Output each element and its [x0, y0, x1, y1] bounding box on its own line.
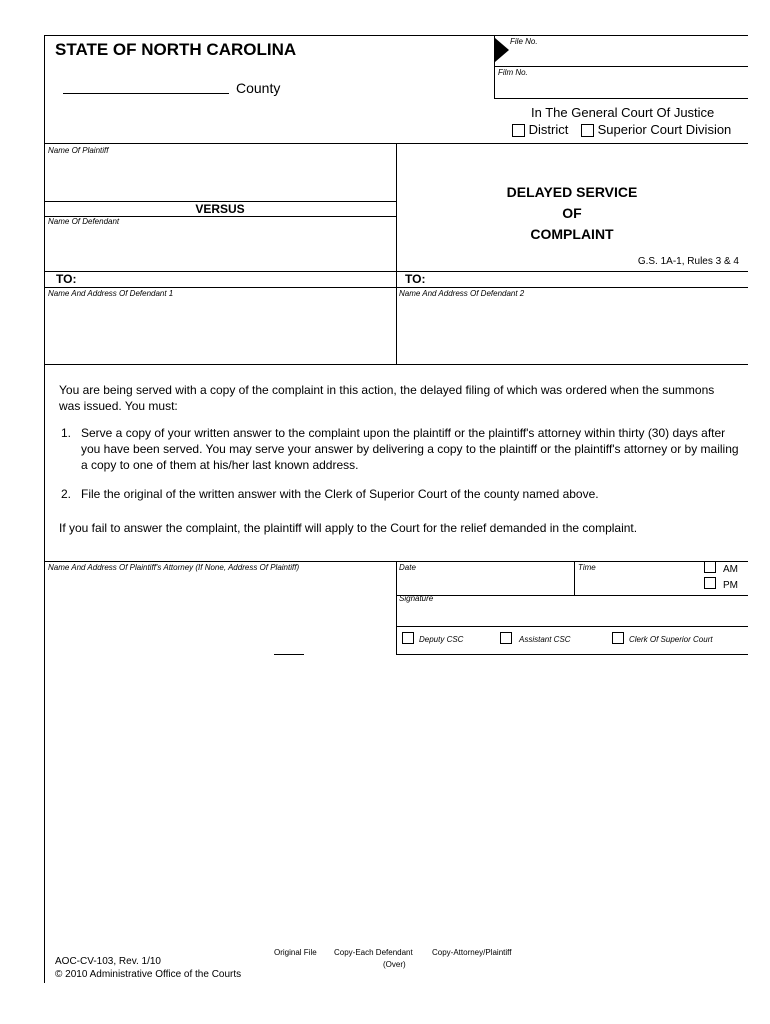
signature-label: Signature: [399, 594, 434, 603]
district-checkbox[interactable]: [512, 124, 525, 137]
plaintiff-field[interactable]: [48, 158, 392, 198]
parties-mid-divider: [396, 143, 397, 364]
left-border: [44, 35, 45, 983]
file-no-divider: [494, 66, 748, 67]
state-title: STATE OF NORTH CAROLINA: [55, 40, 297, 59]
statute-reference: G.S. 1A-1, Rules 3 & 4: [637, 256, 739, 267]
file-no-top-line: [494, 35, 748, 36]
assistant-csc-checkbox[interactable]: [500, 632, 512, 644]
superior-option[interactable]: [581, 122, 731, 137]
versus-label: VERSUS: [195, 202, 245, 216]
defendant-field[interactable]: [48, 228, 392, 268]
attorney-label: Name And Address Of Plaintiff's Attorney (If None, Address Of Plaintiff): [48, 563, 300, 572]
defendant2-address-label: Name And Address Of Defendant 2: [399, 289, 525, 298]
deputy-csc-checkbox[interactable]: [402, 632, 414, 644]
form-title-line2: OF: [562, 205, 582, 221]
date-row-bottom: [396, 595, 748, 596]
form-title-line1: DELAYED SERVICE: [506, 184, 638, 200]
form-title-line3: COMPLAINT: [530, 226, 614, 242]
distribution-defendant: Copy-Each Defendant: [334, 948, 413, 957]
attorney-field[interactable]: [48, 574, 392, 650]
file-arrow-icon: [495, 38, 509, 62]
defendant1-address-label: Name And Address Of Defendant 1: [48, 289, 174, 298]
film-no-label: Film No.: [498, 68, 528, 77]
deputy-csc-label: Deputy CSC: [419, 635, 464, 644]
plaintiff-label: Name Of Plaintiff: [48, 146, 109, 155]
to-section-bottom: [44, 364, 748, 365]
assistant-csc-label: Assistant CSC: [519, 635, 571, 644]
date-time-divider: [574, 561, 575, 595]
signature-field[interactable]: [399, 605, 744, 625]
county-input-line[interactable]: [63, 93, 229, 94]
signature-row-bottom: [396, 626, 748, 627]
distribution-attorney: Copy-Attorney/Plaintiff: [432, 948, 512, 957]
date-field[interactable]: [399, 574, 571, 592]
to-label-2: TO:: [405, 272, 426, 286]
defendant2-address-field[interactable]: [399, 300, 744, 360]
pm-checkbox[interactable]: [704, 577, 716, 589]
clerk-superior-label: Clerk Of Superior Court: [629, 635, 713, 644]
to-label-1: TO:: [56, 272, 77, 286]
district-option[interactable]: [512, 122, 568, 137]
district-label: District: [528, 122, 569, 137]
time-label: Time: [578, 563, 596, 572]
to-top-line: [44, 271, 748, 272]
signature-block-divider: [396, 561, 397, 654]
date-label: Date: [399, 563, 416, 572]
film-no-bottom: [494, 98, 748, 99]
film-no-field[interactable]: [498, 78, 746, 96]
form-title: [472, 182, 672, 245]
defendant1-address-field[interactable]: [48, 300, 392, 360]
distribution-original: Original File: [274, 948, 317, 957]
instruction-1-number: 1.: [61, 426, 72, 440]
am-checkbox[interactable]: [704, 561, 716, 573]
attorney-stub-line: [274, 654, 304, 655]
warning-paragraph: If you fail to answer the complaint, the plaintiff will apply to the Court for the relief demanded in the complaint.: [59, 521, 638, 535]
defendant-label: Name Of Defendant: [48, 217, 120, 226]
county-label: County: [236, 80, 281, 96]
file-no-field[interactable]: [512, 46, 746, 64]
to-bottom-line: [44, 287, 748, 288]
am-label: AM: [723, 564, 738, 575]
superior-checkbox[interactable]: [581, 124, 594, 137]
instruction-2-number: 2.: [61, 487, 72, 501]
time-field[interactable]: [578, 574, 702, 592]
copyright: © 2010 Administrative Office of the Courts: [55, 969, 242, 980]
pm-label: PM: [723, 580, 738, 591]
intro-paragraph: You are being served with a copy of the complaint in this action, the delayed filing of which was ordered when the summons was issued. You must:: [59, 383, 715, 413]
form-number: AOC-CV-103, Rev. 1/10: [55, 956, 161, 967]
signature-block-bottom: [396, 654, 748, 655]
top-border: [44, 35, 494, 36]
instruction-2: File the original of the written answer with the Clerk of Superior Court of the county named above.: [81, 487, 599, 501]
clerk-superior-checkbox[interactable]: [612, 632, 624, 644]
over-note: (Over): [383, 960, 406, 969]
court-label: In The General Court Of Justice: [531, 105, 715, 120]
superior-label: Superior Court Division: [597, 122, 732, 137]
instruction-1: Serve a copy of your written answer to the complaint upon the plaintiff or the plaintiff's attorney within thirty (30) days after you have been served. You may serve your answer by delivering a copy to the plaintiff or the plaintiff's attorney or by mailing a copy to one of them at his/her last known address.: [81, 426, 739, 472]
file-no-label: File No.: [510, 37, 538, 46]
